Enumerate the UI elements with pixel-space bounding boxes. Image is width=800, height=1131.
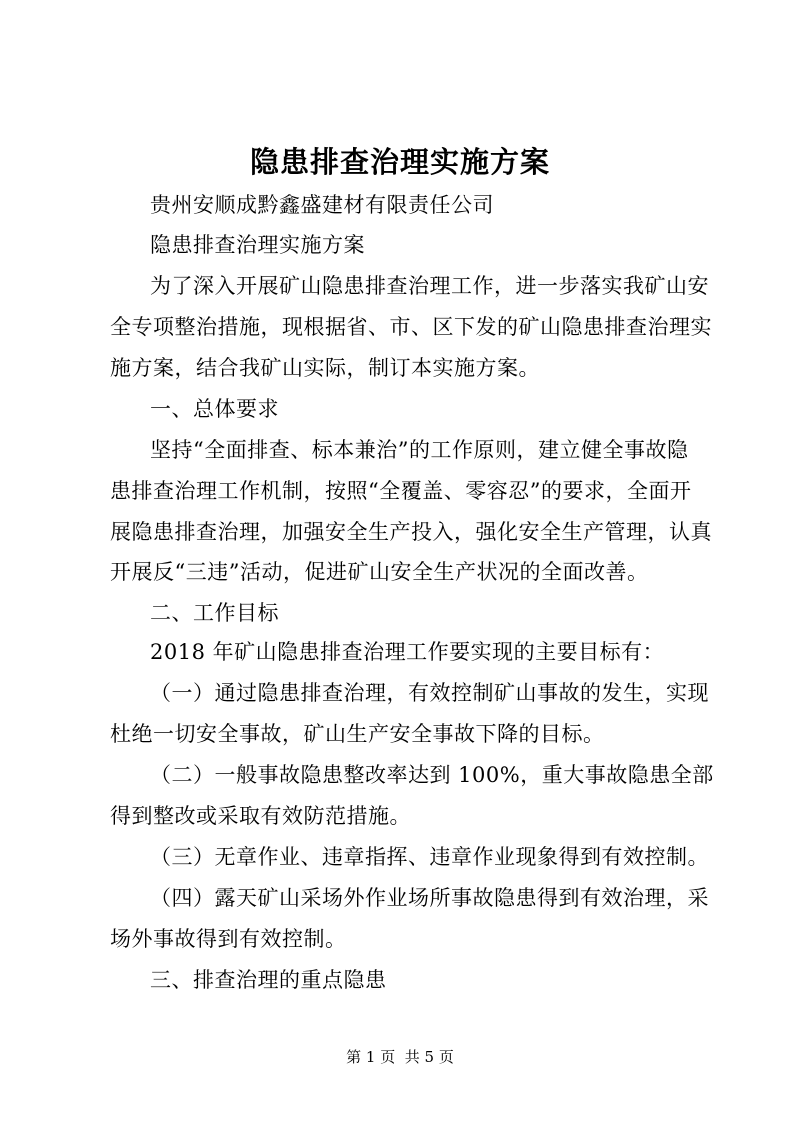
paragraph-line: （四）露天矿山采场外作业场所事故隐患得到有效治理，采 <box>150 886 709 910</box>
document-title: 隐患排查治理实施方案 <box>249 145 550 179</box>
paragraph-line: 患排查治理工作机制，按照“全覆盖、零容忍”的要求，全面开 <box>110 479 692 503</box>
paragraph-line: 全专项整治措施，现根据省、市、区下发的矿山隐患排查治理实 <box>110 315 712 339</box>
paragraph-line: （一）通过隐患排查治理，有效控制矿山事故的发生，实现 <box>150 681 709 705</box>
paragraph-line: （二）一般事故隐患整改率达到 100%，重大事故隐患全部 <box>150 763 714 787</box>
paragraph-line: 杜绝一切安全事故，矿山生产安全事故下降的目标。 <box>110 722 605 746</box>
section-heading-3: 三、排查治理的重点隐患 <box>150 968 387 992</box>
section-heading-2: 二、工作目标 <box>150 601 279 625</box>
subtitle-line: 隐患排查治理实施方案 <box>150 233 365 257</box>
paragraph-line: 施方案，结合我矿山实际，制订本实施方案。 <box>110 356 540 380</box>
page-number: 第 1 页 共 5 页 <box>346 1048 454 1066</box>
paragraph-line: 为了深入开展矿山隐患排查治理工作，进一步落实我矿山安 <box>150 274 709 298</box>
paragraph-line: 坚持“全面排查、标本兼治”的工作原则，建立健全事故隐 <box>150 438 689 462</box>
paragraph-line: 2018 年矿山隐患排查治理工作要实现的主要目标有： <box>150 640 665 664</box>
paragraph-line: 场外事故得到有效控制。 <box>110 927 347 951</box>
paragraph-line: 得到整改或采取有效防范措施。 <box>110 804 411 828</box>
section-heading-1: 一、总体要求 <box>150 397 279 421</box>
paragraph-line: （三）无章作业、违章指挥、违章作业现象得到有效控制。 <box>150 845 709 869</box>
company-name-line: 贵州安顺成黔鑫盛建材有限责任公司 <box>150 193 494 217</box>
paragraph-line: 开展反“三违”活动，促进矿山安全生产状况的全面改善。 <box>110 560 649 584</box>
paragraph-line: 展隐患排查治理，加强安全生产投入，强化安全生产管理，认真 <box>110 520 712 544</box>
